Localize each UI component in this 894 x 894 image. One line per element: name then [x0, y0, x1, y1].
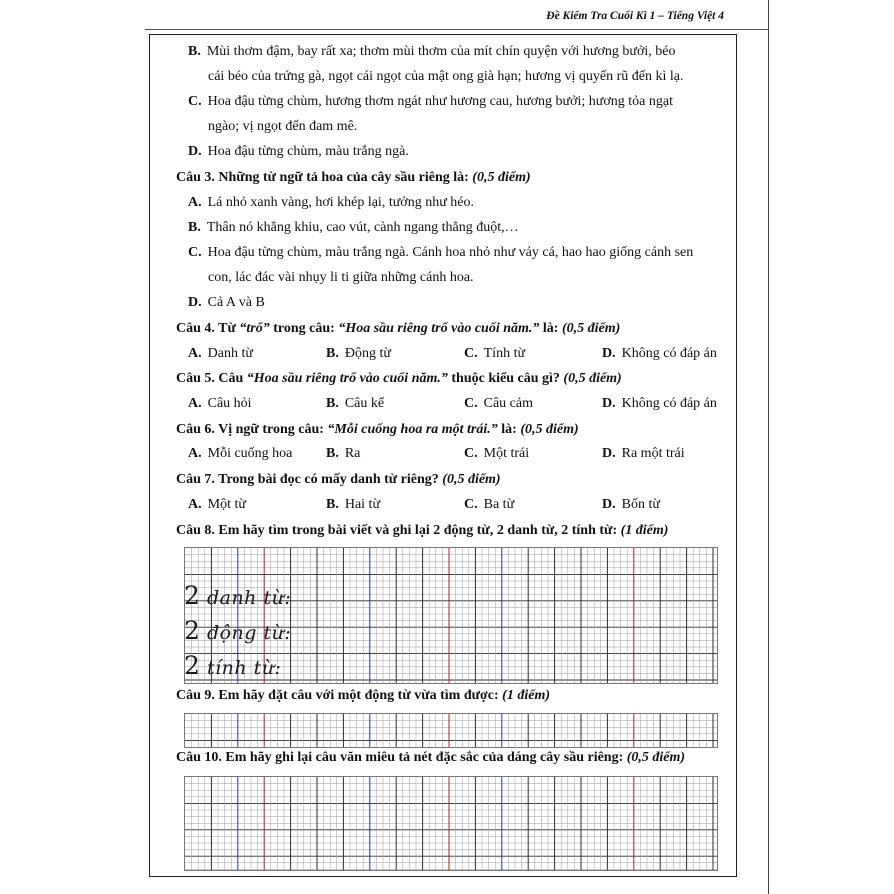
- q5-option-b: B. Câu kể: [326, 396, 385, 411]
- q6-heading: Câu 6. Vị ngữ trong câu: “Mỗi cuống hoa ra một trái.” là: (0,5 điểm): [176, 422, 579, 437]
- q6-option-a: A. Mỗi cuống hoa: [188, 446, 293, 461]
- q4-option-a: A. Danh từ: [188, 346, 253, 361]
- q3-option-a: A. Lá nhỏ xanh vàng, hơi khép lại, tưởng như héo.: [188, 195, 475, 210]
- q8-handwriting-line-2: 2 động từ:: [184, 616, 292, 645]
- q5-heading: Câu 5. Câu “Hoa sầu riêng trổ vào cuối năm.” thuộc kiểu câu gì? (0,5 điểm): [176, 371, 622, 386]
- q8-heading: Câu 8. Em hãy tìm trong bài viết và ghi lại 2 động từ, 2 danh từ, 2 tính từ: (1 điểm): [176, 523, 669, 538]
- q4-option-b: B. Động từ: [326, 346, 391, 361]
- q4-option-c: C. Tính từ: [464, 346, 526, 361]
- q2-option-b: B. Mùi thơm đậm, bay rất xa; thơm mùi thơm của mít chín quyện với hương bưởi, béo: [188, 44, 676, 59]
- q3-option-b: B. Thân nó khẳng khiu, cao vút, cành ngang thẳng đuột,…: [188, 220, 519, 235]
- q3-heading: Câu 3. Những từ ngữ tả hoa của cây sầu riêng là: (0,5 điểm): [176, 170, 531, 185]
- q2-option-d: D. Hoa đậu từng chùm, màu trắng ngà.: [188, 144, 409, 159]
- q2-option-c: C. Hoa đậu từng chùm, hương thơm ngát như hương cau, hương bưởi; hương tỏa ngạt: [188, 94, 673, 109]
- q9-writing-grid[interactable]: [184, 713, 718, 748]
- q4-heading: Câu 4. Từ “trổ” trong câu: “Hoa sầu riêng trổ vào cuối năm.” là: (0,5 điểm): [176, 321, 621, 336]
- q3-option-c: C. Hoa đậu từng chùm, màu trắng ngà. Cánh hoa nhỏ như vảy cá, hao hao giống cánh sen: [188, 245, 694, 260]
- q2-option-c-cont: ngào; vị ngọt đến đam mê.: [208, 119, 358, 134]
- q10-writing-grid[interactable]: [184, 776, 718, 871]
- page-header: Đề Kiểm Tra Cuối Kì 1 – Tiếng Việt 4: [546, 10, 724, 22]
- q5-option-a: A. Câu hỏi: [188, 396, 252, 411]
- q3-option-d: D. Cả A và B: [188, 295, 265, 310]
- q7-heading: Câu 7. Trong bài đọc có mấy danh từ riêng? (0,5 điểm): [176, 472, 501, 487]
- right-margin-rule: [768, 0, 769, 894]
- q2-option-b-cont: cái béo của trứng gà, ngọt cái ngọt của mật ong già hạn; hương vị quyến rũ đến kì lạ.: [208, 69, 684, 84]
- q4-option-d: D. Không có đáp án: [602, 346, 717, 361]
- q7-option-d: D. Bốn từ: [602, 497, 660, 512]
- q7-option-a: A. Một từ: [188, 497, 246, 512]
- q9-heading: Câu 9. Em hãy đặt câu với một động từ vừa tìm được: (1 điểm): [176, 688, 550, 703]
- header-rule: [145, 29, 769, 30]
- q7-option-c: C. Ba từ: [464, 497, 515, 512]
- q5-option-d: D. Không có đáp án: [602, 396, 717, 411]
- q3-option-c-cont: con, lác đác vài nhụy li ti giữa những cánh hoa.: [208, 270, 474, 285]
- q8-handwriting-line-3: 2 tính từ:: [184, 651, 282, 680]
- q6-option-c: C. Một trái: [464, 446, 530, 461]
- q8-handwriting-line-1: 2 danh từ:: [184, 581, 292, 610]
- q10-heading: Câu 10. Em hãy ghi lại câu văn miêu tả nét đặc sắc của dáng cây sầu riêng: (0,5 điểm): [176, 750, 686, 765]
- q6-option-d: D. Ra một trái: [602, 446, 685, 461]
- q7-option-b: B. Hai từ: [326, 497, 381, 512]
- q5-option-c: C. Câu cảm: [464, 396, 533, 411]
- q6-option-b: B. Ra: [326, 446, 361, 461]
